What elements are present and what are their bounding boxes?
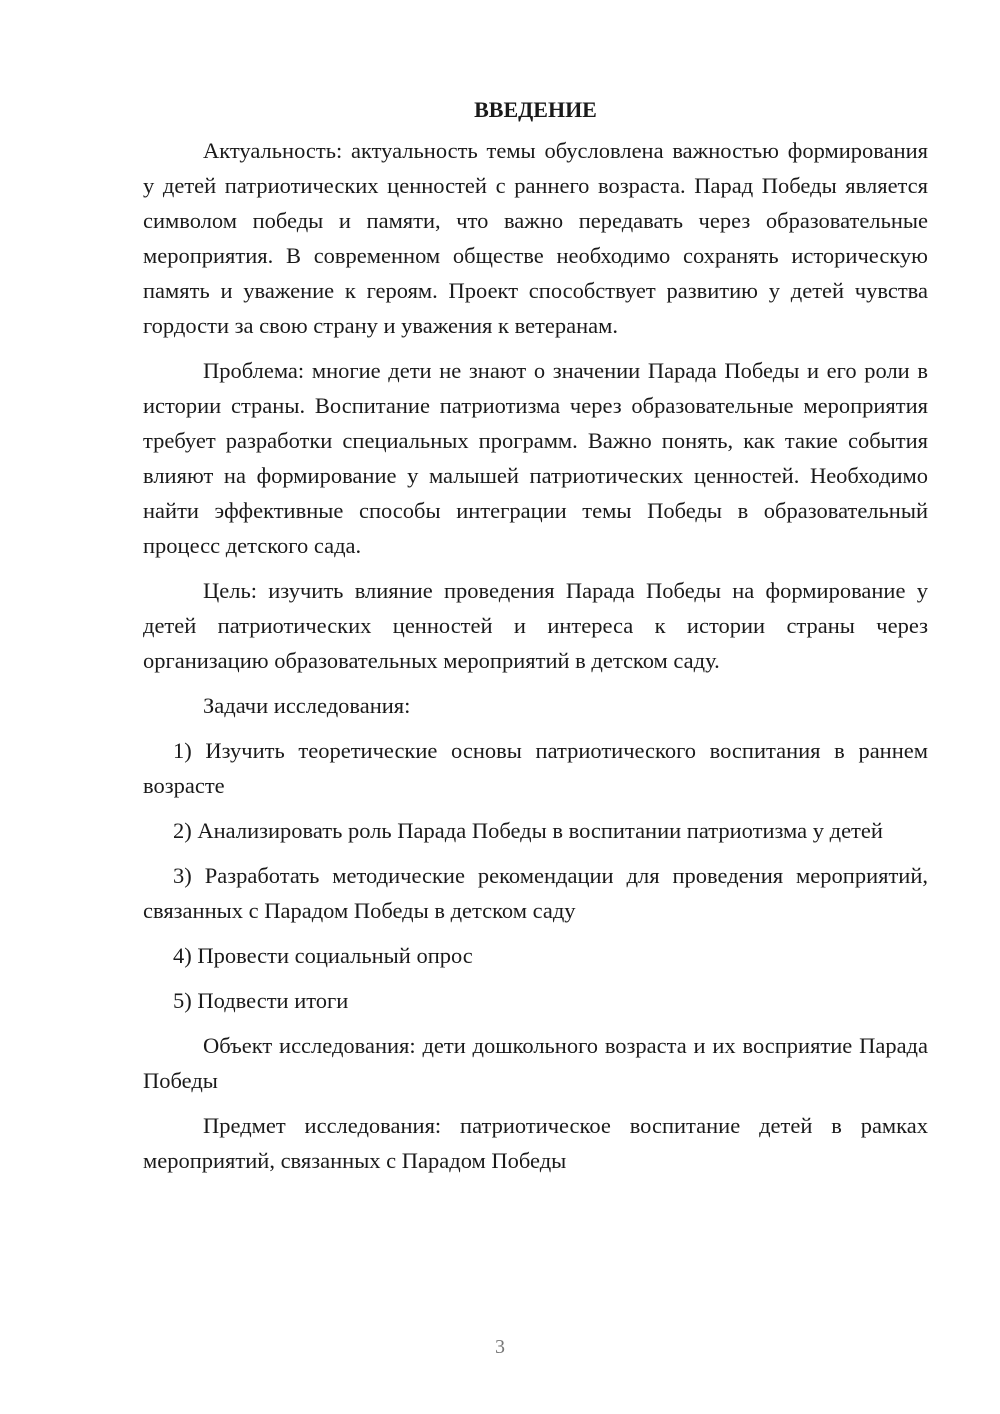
paragraph-problem: Проблема: многие дети не знают о значении Парада Победы и его роли в истории страны. Воспитание патриотизма через образовательные мероприятия требует разработки специальных программ. Важно понять, как такие события влияют на формирование у малышей патриотических ценностей. Необходимо найти эффективные способы интеграции темы Победы в образовательный процесс детского сада. <box>143 358 928 558</box>
paragraph-subject: Предмет исследования: патриотическое воспитание детей в рамках мероприятий, связанных с Парадом Победы <box>143 1113 928 1173</box>
task-item-1: 1) Изучить теоретические основы патриотического воспитания в раннем возрасте <box>143 738 928 798</box>
task-item-4: 4) Провести социальный опрос <box>173 943 473 968</box>
paragraph-relevance: Актуальность: актуальность темы обусловлена важностью формирования у детей патриотических ценностей с раннего возраста. Парад Победы является символом победы и памяти, что важно передавать через образовательные мероприятия. В современном обществе необходимо сохранять историческую память и уважение к героям. Проект способствует развитию у детей чувства гордости за свою страну и уважения к ветеранам. <box>143 138 928 338</box>
task-item-3: 3) Разработать методические рекомендации для проведения мероприятий, связанных с Парадом Победы в детском саду <box>143 863 928 923</box>
section-title: ВВЕДЕНИЕ <box>474 97 597 122</box>
paragraph-tasks-heading: Задачи исследования: <box>203 693 411 718</box>
paragraph-object: Объект исследования: дети дошкольного возраста и их восприятие Парада Победы <box>143 1033 928 1093</box>
task-item-2: 2) Анализировать роль Парада Победы в воспитании патриотизма у детей <box>173 818 883 843</box>
paragraph-goal: Цель: изучить влияние проведения Парада Победы на формирование у детей патриотических ценностей и интереса к истории страны через организацию образовательных мероприятий в детском саду. <box>143 578 928 673</box>
document-page <box>143 92 928 1188</box>
task-item-5: 5) Подвести итоги <box>173 988 349 1013</box>
page-number: 3 <box>495 1336 505 1358</box>
